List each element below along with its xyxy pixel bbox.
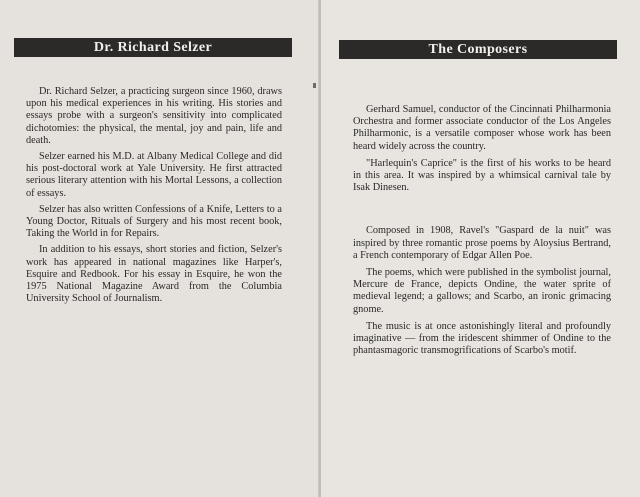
bio-paragraph: Selzer earned his M.D. at Albany Medical College and did his post-doctoral work at Yale University. He first attracted serious literary attention with his Mortal Lessons, a collection of essays. bbox=[26, 151, 282, 199]
bio-paragraph: Selzer has also written Confessions of a Knife, Letters to a Young Doctor, Rituals of Surgery and his most recent book, Taking the World in for Repairs. bbox=[26, 203, 282, 240]
samuel-paragraph: Gerhard Samuel, conductor of the Cincinnati Philharmonia Orchestra and former associate conductor of the Los Angeles Philharmonic, is a versatile composer whose work has been heard widely across the country. bbox=[353, 104, 611, 152]
ravel-paragraph: Composed in 1908, Ravel's "Gaspard de la nuit" was inspired by three romantic prose poems by Aloysius Bertrand, a French contemporary of Edgar Allen Poe. bbox=[353, 225, 611, 261]
section-gap bbox=[353, 199, 611, 225]
bio-paragraph: Dr. Richard Selzer, a practicing surgeon since 1960, draws upon his medical experiences in his writing. His stories and essays probe with a surgeon's sensitivity into complicated dichotomies: the physical, the mental, joy and pain, life and death. bbox=[26, 86, 282, 146]
ravel-paragraph: The poems, which were published in the symbolist journal, Mercure de France, depicts Ondine, the water sprite of medieval legend; a gallows; and Scarbo, an ironic grimacing gnome. bbox=[353, 267, 611, 315]
bio-paragraph: In addition to his essays, short stories and fiction, Selzer's work has appeared in national magazines like Harper's, Esquire and Redbook. For his essay in Esquire, he won the 1975 National Magazine Award from the Columbia University School of Journalism. bbox=[26, 244, 282, 305]
selzer-bio bbox=[26, 86, 282, 309]
right-page-title: The Composers bbox=[339, 40, 617, 59]
page-mark bbox=[313, 83, 316, 88]
samuel-paragraph: "Harlequin's Caprice" is the first of his works to be heard in this area. It was inspired by a whimsical carnival tale by Isak Dinesen. bbox=[353, 157, 611, 194]
composers-notes bbox=[353, 104, 611, 362]
left-page bbox=[0, 0, 319, 497]
ravel-paragraph: The music is at once astonishingly literal and profoundly imaginative — from the iridescent shimmer of Ondine to the phantasmagoric transmogrifications of Scarbo's motif. bbox=[353, 320, 611, 357]
right-page bbox=[321, 0, 640, 497]
left-page-title: Dr. Richard Selzer bbox=[14, 38, 292, 57]
